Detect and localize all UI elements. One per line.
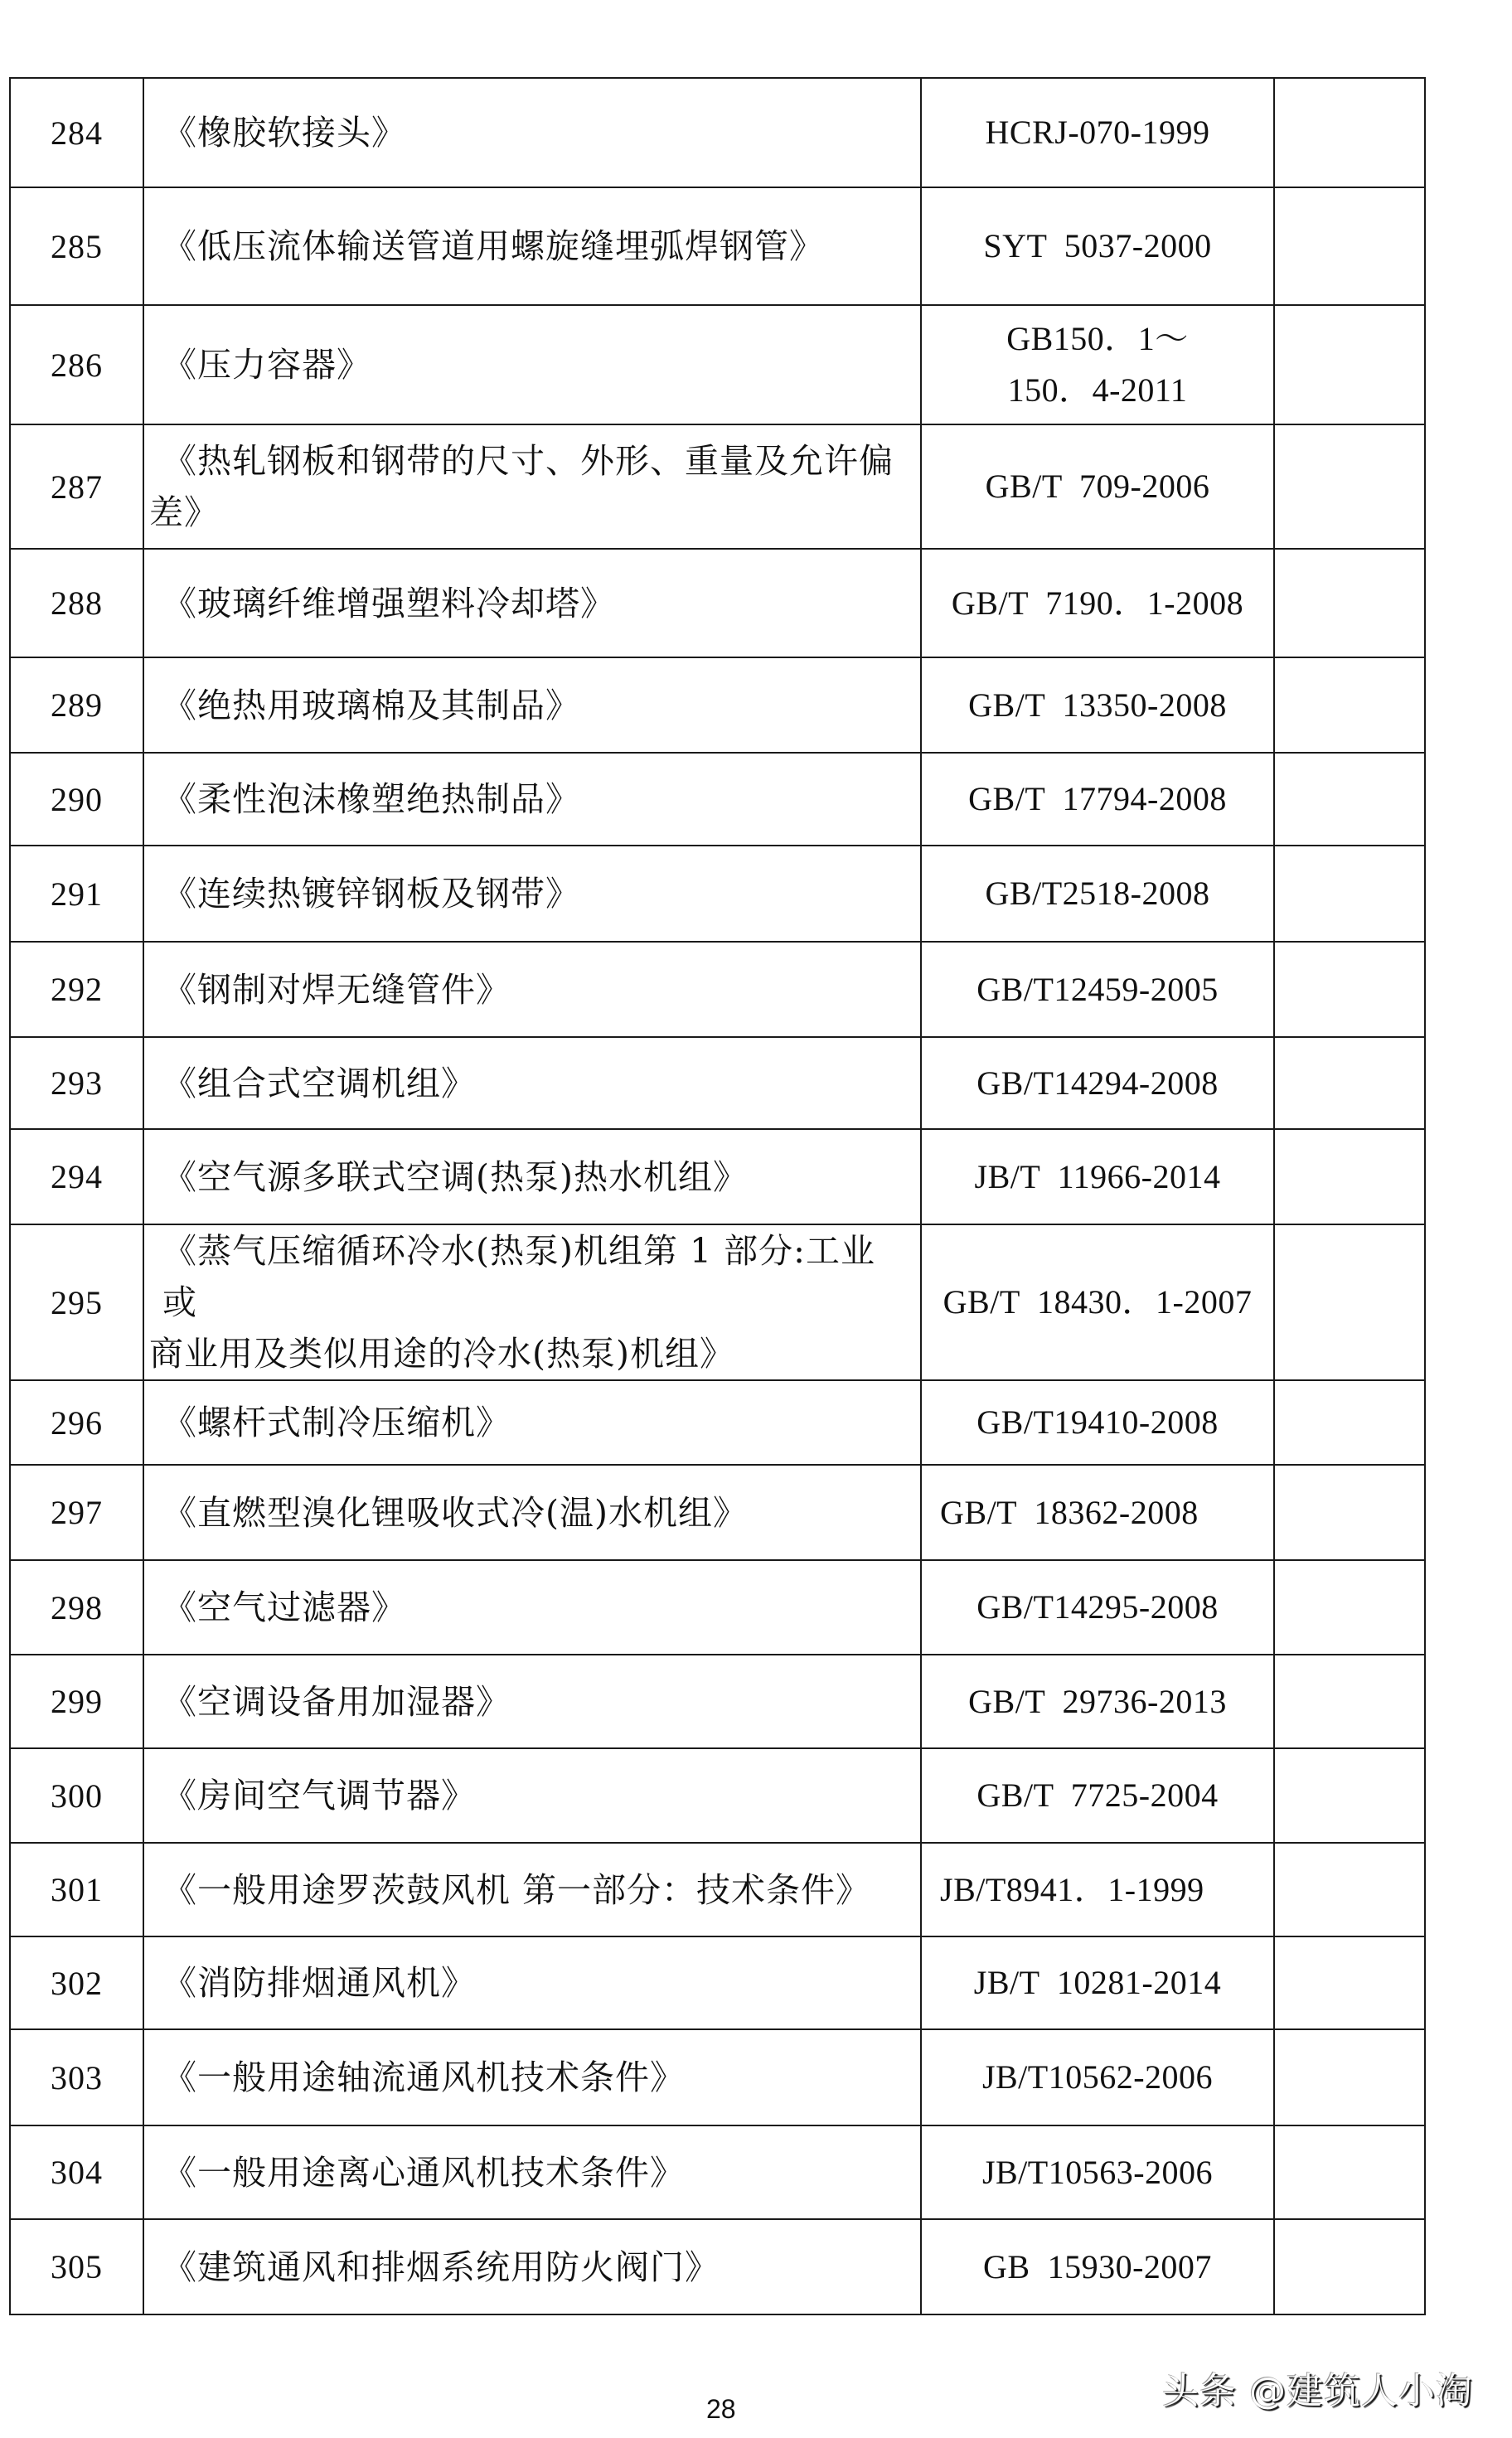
standard-code-cell <box>921 1560 1274 1655</box>
standard-code-line: GB/T 7190．1-2008 <box>951 584 1244 622</box>
row-number: 288 <box>51 584 103 622</box>
standard-name-cell <box>143 2125 921 2219</box>
standard-name-line: 《柔性泡沫橡塑绝热制品》 <box>162 779 580 819</box>
table-row <box>10 1748 1425 1843</box>
table-row <box>10 1843 1425 1936</box>
row-number: 289 <box>51 686 103 724</box>
standard-name-cell <box>143 1465 921 1560</box>
table-row <box>10 1655 1425 1748</box>
standard-name-cell <box>143 942 921 1037</box>
row-number: 294 <box>51 1158 103 1195</box>
standard-code-cell <box>921 424 1274 549</box>
standard-code-cell <box>921 2029 1274 2125</box>
table-row <box>10 1037 1425 1129</box>
row-number-cell <box>10 657 143 753</box>
row-number-cell <box>10 1129 143 1224</box>
row-number: 299 <box>51 1683 103 1720</box>
row-number: 296 <box>51 1403 103 1442</box>
row-number-cell <box>10 1748 143 1843</box>
standard-code-line: GB/T12459-2005 <box>976 970 1219 1008</box>
row-number: 298 <box>51 1588 103 1626</box>
table-row <box>10 1465 1425 1560</box>
standard-name-line: 《消防排烟通风机》 <box>162 1963 476 2003</box>
standard-name-line: 《玻璃纤维增强塑料冷却塔》 <box>162 583 615 623</box>
remarks-cell <box>1274 424 1425 549</box>
table-row <box>10 657 1425 753</box>
row-number-cell <box>10 1224 143 1380</box>
remarks-cell <box>1274 549 1425 657</box>
row-number-cell <box>10 549 143 657</box>
standard-name-line: 《蒸气压缩循环冷水(热泵)机组第 1 部分:工业或 <box>162 1231 875 1322</box>
remarks-cell <box>1274 1748 1425 1843</box>
standard-name-line: 《钢制对焊无缝管件》 <box>162 969 511 1010</box>
row-number-cell <box>10 424 143 549</box>
standard-code-line: JB/T10562-2006 <box>981 2058 1214 2096</box>
standard-code-line: GB150．1～ <box>1006 320 1189 357</box>
table-row <box>10 2219 1425 2314</box>
table-row <box>10 1560 1425 1655</box>
row-number-cell <box>10 187 143 305</box>
standard-name-line: 《建筑通风和排烟系统用防火阀门》 <box>162 2247 720 2287</box>
standard-name-cell <box>143 187 921 305</box>
row-number: 287 <box>51 468 103 506</box>
row-number: 284 <box>51 114 103 152</box>
row-number-cell <box>10 942 143 1037</box>
standard-name-cell <box>143 78 921 187</box>
remarks-cell <box>1274 2029 1425 2125</box>
standard-name-cell <box>143 753 921 846</box>
standard-name-line: 《绝热用玻璃棉及其制品》 <box>162 685 580 725</box>
remarks-cell <box>1274 1560 1425 1655</box>
standard-name-cell <box>143 1129 921 1224</box>
row-number: 286 <box>51 346 103 384</box>
standard-name-line: 《一般用途罗茨鼓风机 第一部分：技术条件》 <box>162 1869 871 1910</box>
standard-code-line: JB/T8941．1-1999 <box>940 1870 1204 1908</box>
standard-name-line: 《螺杆式制冷压缩机》 <box>162 1403 511 1442</box>
row-number-cell <box>10 2029 143 2125</box>
standard-name-line: 《一般用途离心通风机技术条件》 <box>162 2152 685 2193</box>
table-row <box>10 1380 1425 1465</box>
standard-name-cell <box>143 305 921 424</box>
remarks-cell <box>1274 1224 1425 1380</box>
row-number-cell <box>10 305 143 424</box>
standard-code-cell <box>921 2125 1274 2219</box>
standard-code-cell <box>921 1936 1274 2029</box>
standard-code-line: GB/T 709-2006 <box>985 468 1210 505</box>
remarks-cell <box>1274 2125 1425 2219</box>
row-number-cell <box>10 1936 143 2029</box>
row-number-cell <box>10 753 143 846</box>
standard-code-cell <box>921 305 1274 424</box>
standard-code-cell <box>921 1843 1274 1936</box>
table-row <box>10 1224 1425 1380</box>
standard-code-line: GB 15930-2007 <box>983 2247 1212 2285</box>
standard-code-cell <box>921 1380 1274 1465</box>
standard-code-line: GB/T19410-2008 <box>976 1403 1219 1441</box>
standards-table <box>9 77 1426 2315</box>
row-number: 305 <box>51 2248 103 2285</box>
remarks-cell <box>1274 2219 1425 2314</box>
standard-code-cell <box>921 1129 1274 1224</box>
row-number-cell <box>10 1037 143 1129</box>
standard-name-cell <box>143 846 921 942</box>
standard-name-line: 《一般用途轴流通风机技术条件》 <box>162 2058 685 2097</box>
standard-code-cell <box>921 1037 1274 1129</box>
standard-code-line: JB/T 10281-2014 <box>973 1964 1222 2001</box>
standard-code-line: GB/T 18362-2008 <box>940 1493 1199 1531</box>
standard-name-cell <box>143 2219 921 2314</box>
row-number-cell <box>10 1465 143 1560</box>
standard-name-line: 《空气过滤器》 <box>162 1587 406 1627</box>
standard-code-line: GB/T 17794-2008 <box>968 780 1227 817</box>
standard-name-cell <box>143 1936 921 2029</box>
row-number: 303 <box>51 2058 103 2096</box>
standard-code-cell <box>921 753 1274 846</box>
standard-code-cell <box>921 1224 1274 1380</box>
row-number: 297 <box>51 1494 103 1531</box>
row-number: 304 <box>51 2154 103 2191</box>
remarks-cell <box>1274 305 1425 424</box>
row-number: 301 <box>51 1871 103 1908</box>
row-number: 293 <box>51 1064 103 1102</box>
standard-name-cell <box>143 424 921 549</box>
table-row <box>10 424 1425 549</box>
row-number-cell <box>10 1560 143 1655</box>
row-number: 292 <box>51 971 103 1008</box>
standard-code-cell <box>921 549 1274 657</box>
row-number-cell <box>10 78 143 187</box>
standard-name-line: 《压力容器》 <box>162 345 371 385</box>
standard-name-line: 商业用及类似用途的冷水(热泵)机组》 <box>149 1334 734 1374</box>
standard-name-cell <box>143 1843 921 1936</box>
standard-name-cell <box>143 1748 921 1843</box>
row-number-cell <box>10 1843 143 1936</box>
standard-name-cell <box>143 1560 921 1655</box>
table-row <box>10 753 1425 846</box>
table-row <box>10 2125 1425 2219</box>
standard-name-line: 《直燃型溴化锂吸收式冷(温)水机组》 <box>162 1492 748 1533</box>
row-number: 290 <box>51 780 103 818</box>
standard-name-line: 《组合式空调机组》 <box>162 1063 476 1103</box>
standard-code-line: JB/T 11966-2014 <box>974 1157 1221 1195</box>
table-row <box>10 942 1425 1037</box>
remarks-cell <box>1274 657 1425 753</box>
row-number-cell <box>10 1655 143 1748</box>
standard-name-cell <box>143 549 921 657</box>
standard-name-line: 《连续热镀锌钢板及钢带》 <box>162 874 580 914</box>
watermark-text: 头条 @建筑人小淘 <box>1162 2370 1473 2412</box>
standard-name-cell <box>143 2029 921 2125</box>
row-number-cell <box>10 2219 143 2314</box>
remarks-cell <box>1274 1843 1425 1936</box>
standard-code-cell <box>921 657 1274 753</box>
standard-code-cell <box>921 1655 1274 1748</box>
standard-code-line: SYT 5037-2000 <box>983 227 1212 264</box>
standard-code-cell <box>921 78 1274 187</box>
remarks-cell <box>1274 78 1425 187</box>
standard-code-line: GB/T 7725-2004 <box>976 1776 1219 1814</box>
standard-name-line: 《空气源多联式空调(热泵)热水机组》 <box>162 1156 748 1197</box>
remarks-cell <box>1274 1037 1425 1129</box>
standard-code-cell <box>921 187 1274 305</box>
standard-code-cell <box>921 942 1274 1037</box>
standard-code-line: GB/T2518-2008 <box>985 875 1210 912</box>
standard-name-line: 《橡胶软接头》 <box>162 113 406 153</box>
standard-code-cell <box>921 1465 1274 1560</box>
standard-name-cell <box>143 657 921 753</box>
standard-name-line: 《空调设备用加湿器》 <box>162 1681 511 1722</box>
standard-name-cell <box>143 1380 921 1465</box>
standard-name-cell <box>143 1655 921 1748</box>
standard-code-line: HCRJ-070-1999 <box>985 114 1210 151</box>
row-number: 295 <box>51 1283 103 1321</box>
standard-code-line: GB/T14295-2008 <box>976 1588 1219 1626</box>
page-number: 28 <box>706 2394 736 2424</box>
row-number-cell <box>10 846 143 942</box>
row-number: 302 <box>51 1964 103 2002</box>
standard-name-cell <box>143 1224 921 1380</box>
table-row <box>10 187 1425 305</box>
remarks-cell <box>1274 1129 1425 1224</box>
remarks-cell <box>1274 942 1425 1037</box>
remarks-cell <box>1274 846 1425 942</box>
standard-code-line: GB/T 29736-2013 <box>968 1682 1227 1720</box>
standard-name-line: 《低压流体输送管道用螺旋缝埋弧焊钢管》 <box>162 226 824 266</box>
remarks-cell <box>1274 1936 1425 2029</box>
standard-code-line: JB/T10563-2006 <box>981 2153 1214 2191</box>
row-number: 300 <box>51 1776 103 1815</box>
table-row <box>10 1936 1425 2029</box>
standard-name-line: 《房间空气调节器》 <box>162 1776 476 1815</box>
row-number-cell <box>10 1380 143 1465</box>
row-number-cell <box>10 2125 143 2219</box>
remarks-cell <box>1274 187 1425 305</box>
row-number: 285 <box>51 227 103 265</box>
standard-name-line: 差》 <box>149 492 219 532</box>
table-row <box>10 549 1425 657</box>
remarks-cell <box>1274 1655 1425 1748</box>
standard-name-line: 《热轧钢板和钢带的尺寸、外形、重量及允许偏 <box>162 441 894 481</box>
remarks-cell <box>1274 1465 1425 1560</box>
standard-code-cell <box>921 2219 1274 2314</box>
row-number: 291 <box>51 875 103 913</box>
standard-code-cell <box>921 846 1274 942</box>
table-row <box>10 846 1425 942</box>
remarks-cell <box>1274 753 1425 846</box>
standard-code-line: GB/T14294-2008 <box>976 1064 1219 1102</box>
standard-code-line: GB/T 18430．1-2007 <box>943 1283 1253 1321</box>
table-row <box>10 2029 1425 2125</box>
standard-name-cell <box>143 1037 921 1129</box>
remarks-cell <box>1274 1380 1425 1465</box>
table-row <box>10 305 1425 424</box>
table-row <box>10 1129 1425 1224</box>
standard-code-line: GB/T 13350-2008 <box>968 686 1227 724</box>
table-row <box>10 78 1425 187</box>
standard-code-line: 150．4-2011 <box>1007 371 1188 409</box>
standards-table-body <box>10 78 1425 2314</box>
standard-code-cell <box>921 1748 1274 1843</box>
